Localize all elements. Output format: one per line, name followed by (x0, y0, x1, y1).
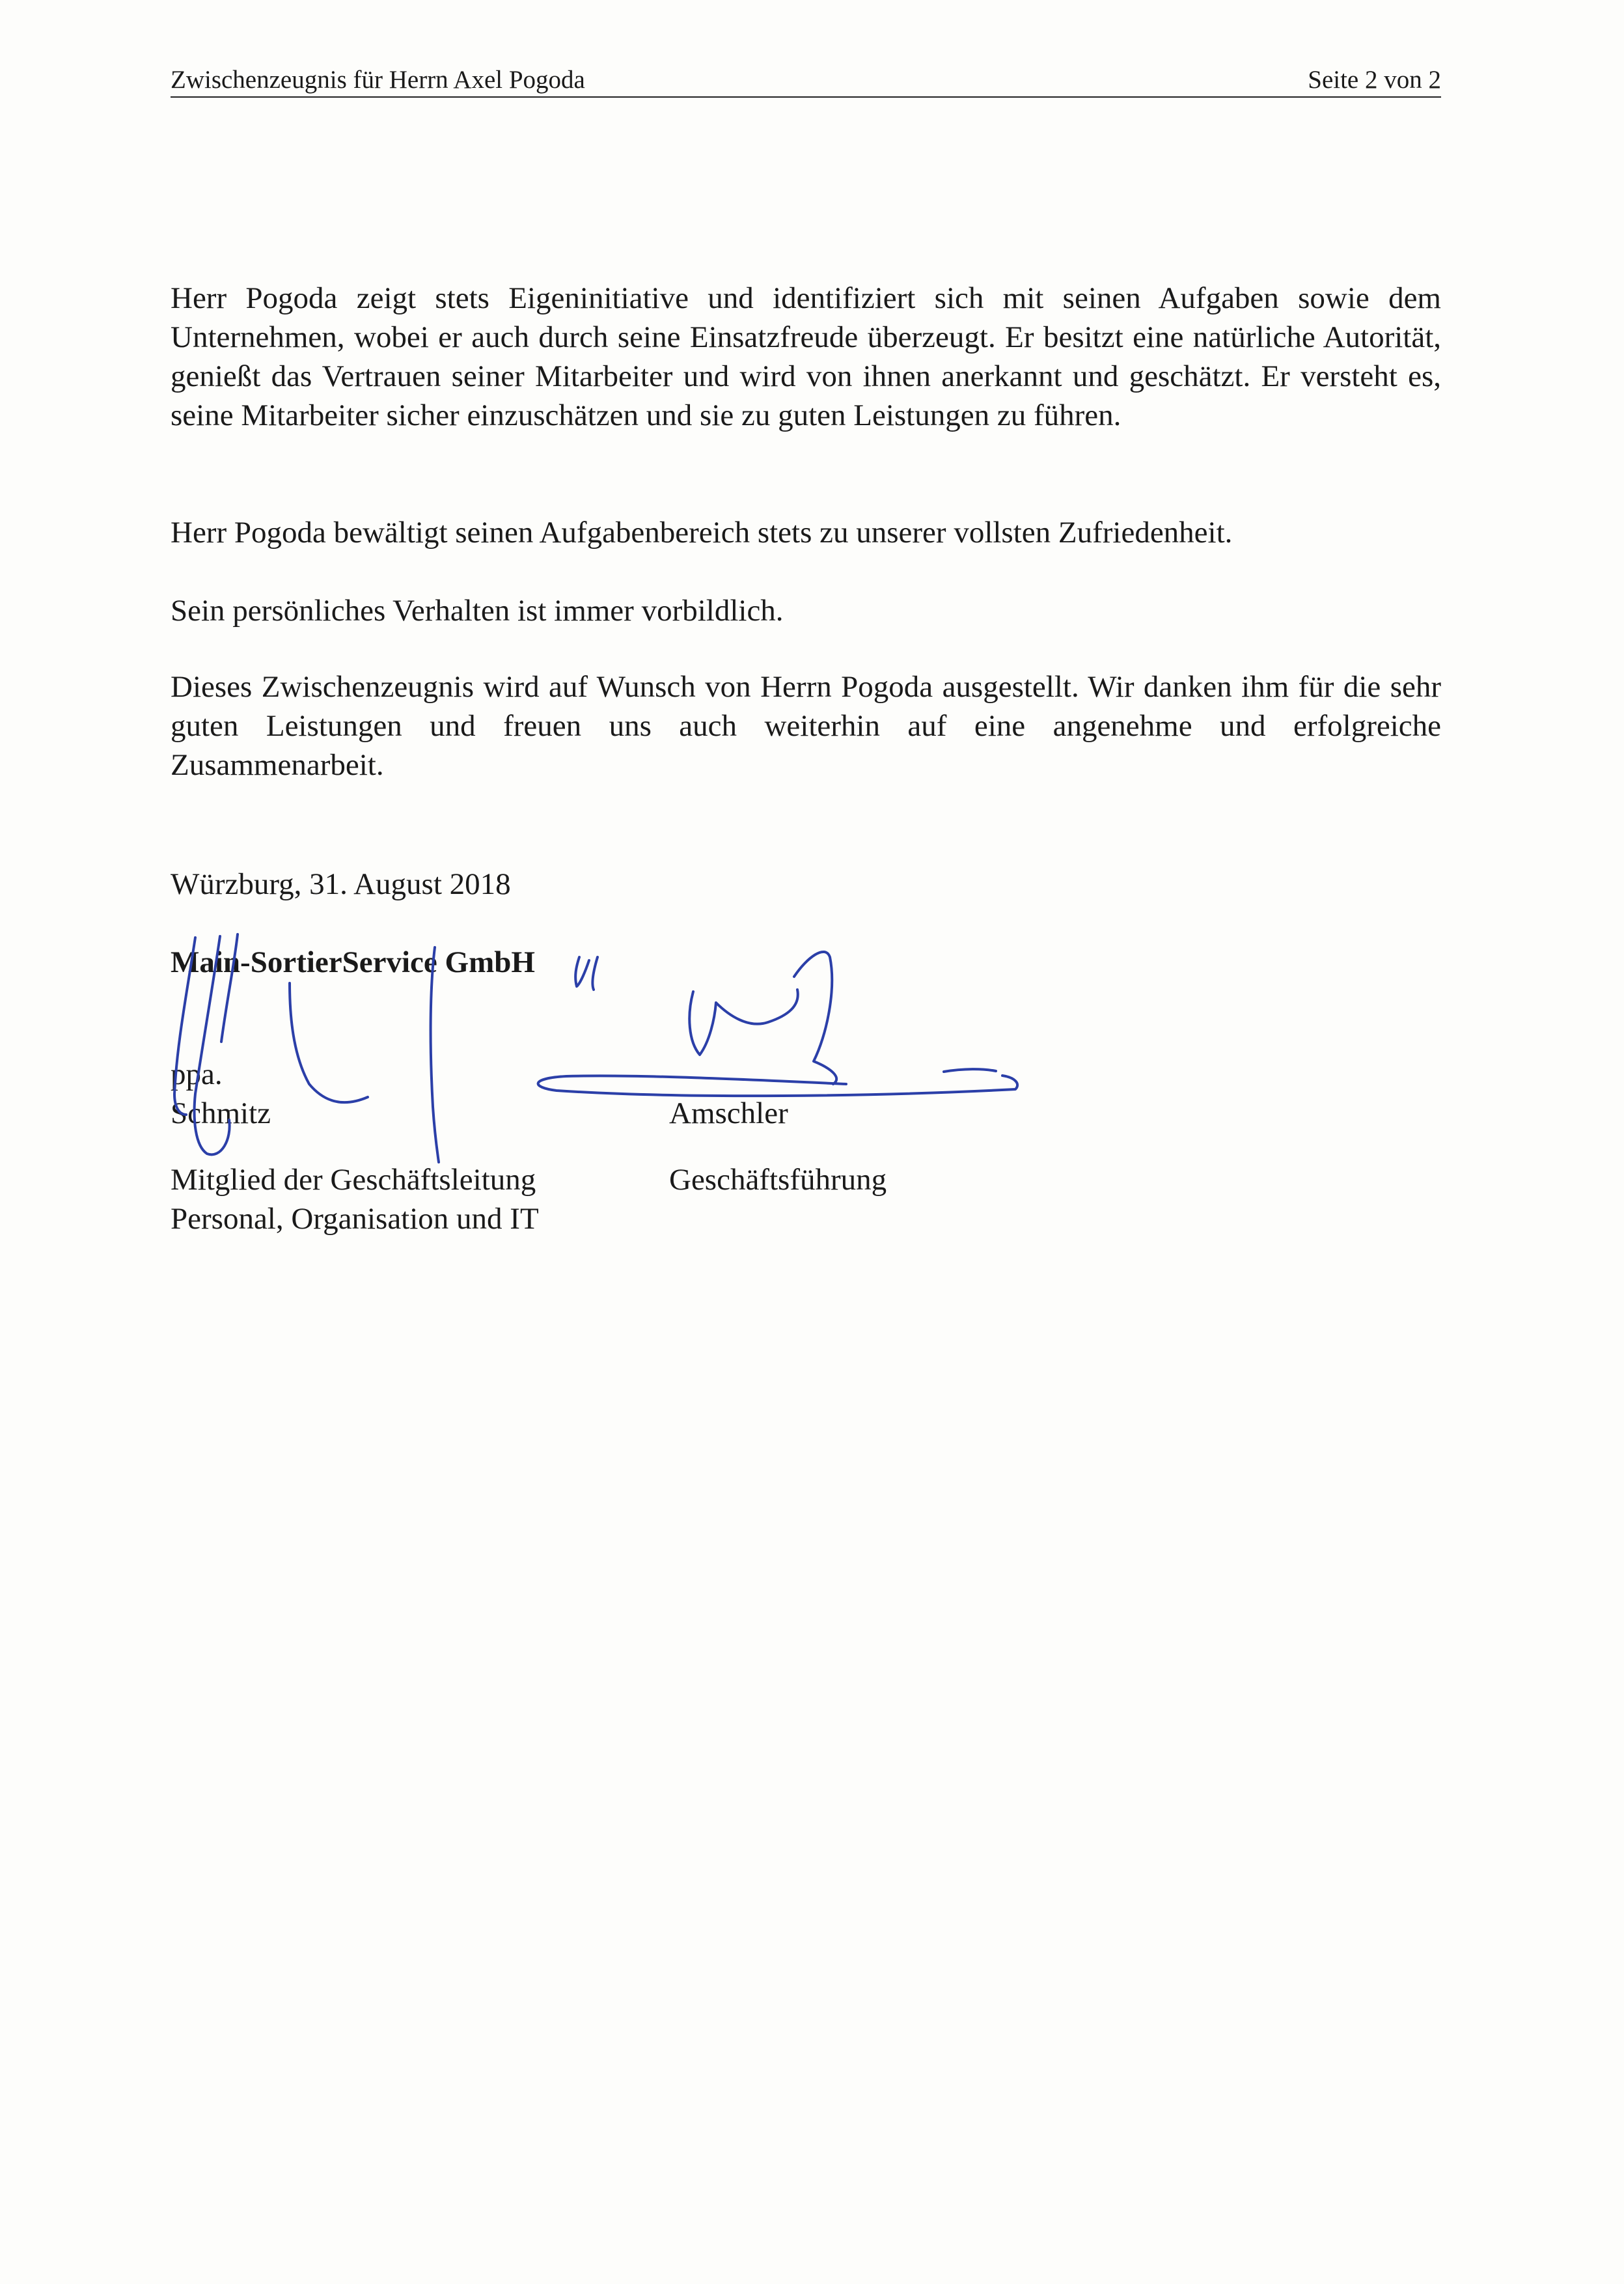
header-page-number: Seite 2 von 2 (1308, 66, 1441, 94)
left-signatory-role-line1: Mitglied der Geschäftsleitung (171, 1163, 536, 1197)
left-signatory-name: Schmitz (171, 1096, 271, 1130)
paragraph-performance: Herr Pogoda bewältigt seinen Aufgabenbereich stets zu unserer vollsten Zufriedenheit. (171, 516, 1233, 550)
place-date: Würzburg, 31. August 2018 (171, 867, 511, 901)
page-header (171, 64, 1441, 98)
paragraph-conduct: Sein persönliches Verhalten ist immer vorbildlich. (171, 594, 784, 628)
left-signatory-prefix: ppa. (171, 1057, 223, 1091)
paragraph-assessment: Herr Pogoda zeigt stets Eigeninitiative und identifiziert sich mit seinen Aufgaben sowie dem Unternehmen, wobei er auch durch seine Einsatzfreude überzeugt. Er besitzt eine natürliche Autorität, genießt das Vertrauen seiner Mitarbeiter und wird von ihnen anerkannt und geschätzt. Er versteht es, seine Mitarbeiter sicher einzuschätzen und sie zu guten Leistungen zu führen. (171, 281, 1441, 432)
header-title: Zwischenzeugnis für Herrn Axel Pogoda (171, 66, 585, 94)
company-name: Main-SortierService GmbH (171, 945, 535, 979)
right-signatory-role: Geschäftsführung (669, 1163, 887, 1197)
paragraph-closing: Dieses Zwischenzeugnis wird auf Wunsch von Herrn Pogoda ausgestellt. Wir danken ihm für die sehr guten Leistungen und freuen uns auch weiterhin auf eine angenehme und erfolgreiche Zusammenarbeit. (171, 670, 1441, 782)
right-signatory-name: Amschler (669, 1096, 788, 1130)
left-signatory-role-line2: Personal, Organisation und IT (171, 1202, 539, 1236)
